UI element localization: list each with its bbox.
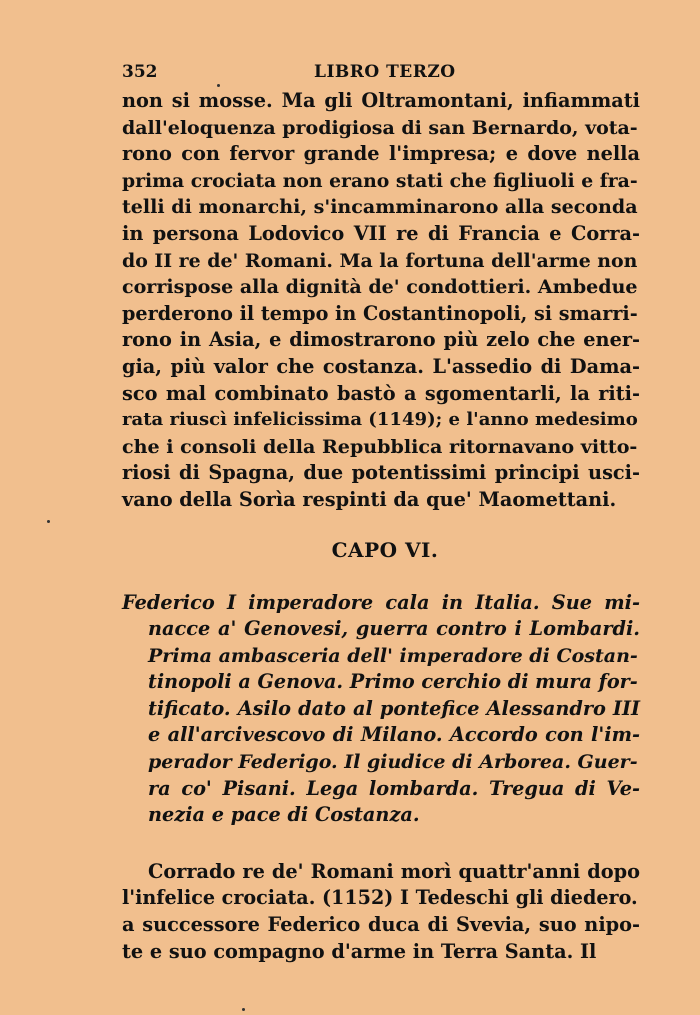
summary-line: perador Federigo. Il giudice di Arborea. Guer- bbox=[148, 751, 638, 774]
book-page bbox=[122, 62, 640, 965]
summary-line: Prima ambasceria dell' imperadore di Costan- bbox=[148, 644, 638, 667]
text-line: sco mal combinato bastò a sgomentarli, la riti- bbox=[122, 381, 640, 405]
summary-line: Federico I imperadore cala in Italia. Sue mi- bbox=[122, 590, 640, 614]
summary-line: e all'arcivescovo di Milano. Accordo con l'im- bbox=[148, 723, 640, 747]
running-head: LIBRO TERZO bbox=[314, 62, 456, 82]
summary-line: ra co' Pisani. Lega lombarda. Tregua di Ve- bbox=[148, 776, 640, 800]
text-line: corrispose alla dignità de' condottieri. Ambedue bbox=[122, 276, 638, 299]
text-line: vano della Sorìa respinti da que' Maomettani. bbox=[122, 487, 617, 511]
summary-line: tinopoli a Genova. Primo cerchio di mura for- bbox=[148, 670, 638, 694]
text-line: l'infelice crociata. (1152) I Tedeschi gli diedero. bbox=[122, 886, 638, 910]
text-line: riosi di Spagna, due potentissimi principi usci- bbox=[122, 461, 640, 485]
paragraph-opening bbox=[122, 859, 640, 965]
text-line: che i consoli della Repubblica ritornavano vitto- bbox=[122, 434, 638, 458]
chapter-title: CAPO VI. bbox=[331, 537, 439, 562]
text-line: te e suo compagno d'arme in Terra Santa. Il bbox=[122, 939, 597, 963]
text-line: in persona Lodovico VII re di Francia e Corra- bbox=[122, 221, 640, 245]
text-line: Corrado re de' Romani morì quattr'anni dopo bbox=[148, 859, 640, 883]
text-line: dall'eloquenza prodigiosa di san Bernardo, vota- bbox=[122, 116, 638, 139]
text-line: perderono il tempo in Costantinopoli, si smarri- bbox=[122, 301, 638, 325]
page-number: 352 bbox=[122, 62, 158, 82]
text-line: non si mosse. Ma gli Oltramontani, infiammati bbox=[122, 89, 640, 112]
text-line: rono in Asia, e dimostrarono più zelo che ener- bbox=[122, 328, 640, 352]
stray-mark bbox=[47, 520, 50, 523]
summary-line: nezia e pace di Costanza. bbox=[148, 803, 420, 827]
page-header bbox=[122, 62, 640, 88]
text-line: do II re de' Romani. Ma la fortuna dell'arme non bbox=[122, 249, 638, 272]
paragraph-continued bbox=[122, 88, 640, 514]
text-line: prima crociata non erano stati che figliuoli e fra- bbox=[122, 169, 638, 192]
summary-line: tificato. Asilo dato al pontefice Alessandro III bbox=[148, 696, 640, 720]
text-line: a successore Federico duca di Svevia, suo nipo- bbox=[122, 913, 640, 937]
text-line: telli di monarchi, s'incamminarono alla seconda bbox=[122, 196, 638, 219]
text-line: rata riuscì infelicissima (1149); e l'anno medesimo bbox=[122, 409, 638, 431]
summary-line: nacce a' Genovesi, guerra contro i Lombardi. bbox=[148, 617, 640, 641]
text-line: rono con fervor grande l'impresa; e dove nella bbox=[122, 142, 640, 166]
text-line: gia, più valor che costanza. L'assedio di Dama- bbox=[122, 354, 640, 378]
stray-mark bbox=[242, 1008, 245, 1011]
chapter-summary bbox=[122, 590, 640, 829]
